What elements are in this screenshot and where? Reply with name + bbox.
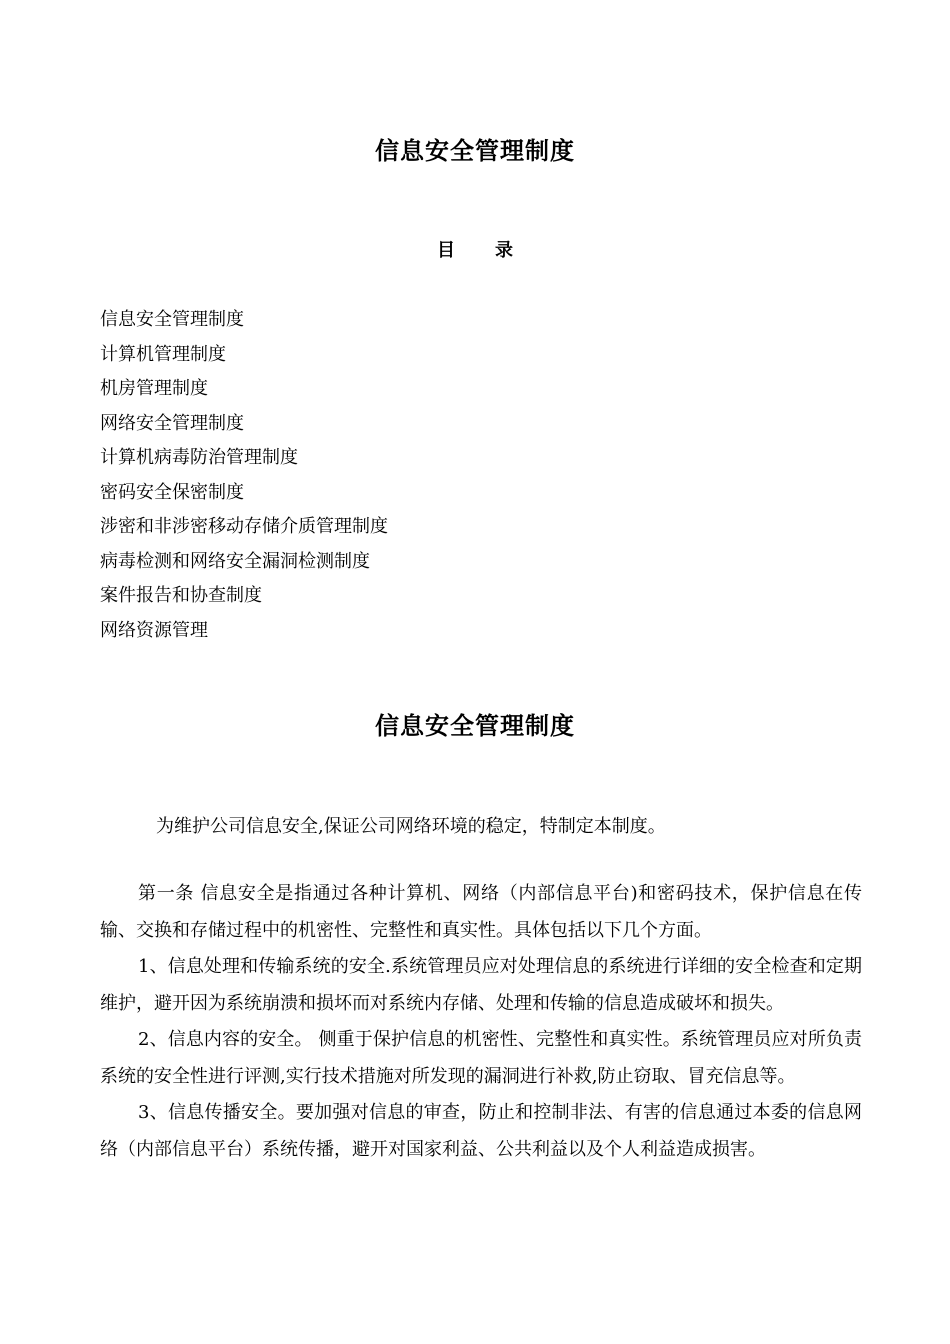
article-paragraph: 第一条 信息安全是指通过各种计算机、网络（内部信息平台)和密码技术，保护信息在传输、交换和存储过程中的机密性、完整性和真实性。具体包括以下几个方面。 — [100, 883, 862, 941]
table-of-contents — [100, 306, 388, 651]
toc-item[interactable]: 计算机病毒防治管理制度 — [100, 447, 298, 468]
toc-item[interactable]: 病毒检测和网络安全漏洞检测制度 — [100, 550, 370, 572]
article-paragraph: 1、信息处理和传输系统的安全.系统管理员应对处理信息的系统进行详细的安全检查和定期维护，避开因为系统崩溃和损坏而对系统内存储、处理和传输的信息造成破坏和损失。 — [100, 956, 862, 1014]
toc-item[interactable]: 网络安全管理制度 — [100, 412, 244, 434]
article-body — [100, 876, 862, 1168]
toc-heading-left: 目 — [437, 240, 455, 261]
toc-item[interactable]: 计算机管理制度 — [100, 343, 226, 365]
toc-item[interactable]: 信息安全管理制度 — [100, 309, 244, 330]
article-paragraph: 2、信息内容的安全。 侧重于保护信息的机密性、完整性和真实性。系统管理员应对所负责系统的安全性进行评测,实行技术措施对所发现的漏洞进行补救,防止窃取、冒充信息等。 — [100, 1029, 862, 1087]
intro-paragraph: 为维护公司信息安全,保证公司网络环境的稳定，特制定本制度。 — [156, 816, 666, 837]
toc-item[interactable]: 机房管理制度 — [100, 378, 208, 399]
article-paragraph: 3、信息传播安全。要加强对信息的审查，防止和控制非法、有害的信息通过本委的信息网络（内部信息平台）系统传播，避开对国家利益、公共利益以及个人利益造成损害。 — [100, 1102, 862, 1160]
document-title: 信息安全管理制度 — [375, 137, 575, 165]
section-title: 信息安全管理制度 — [375, 712, 575, 740]
toc-item[interactable]: 案件报告和协查制度 — [100, 585, 262, 606]
toc-heading — [0, 239, 950, 263]
toc-item[interactable]: 网络资源管理 — [100, 619, 208, 641]
toc-item[interactable]: 密码安全保密制度 — [100, 481, 244, 503]
toc-item[interactable]: 涉密和非涉密移动存储介质管理制度 — [100, 516, 388, 537]
toc-heading-right: 录 — [495, 240, 513, 261]
